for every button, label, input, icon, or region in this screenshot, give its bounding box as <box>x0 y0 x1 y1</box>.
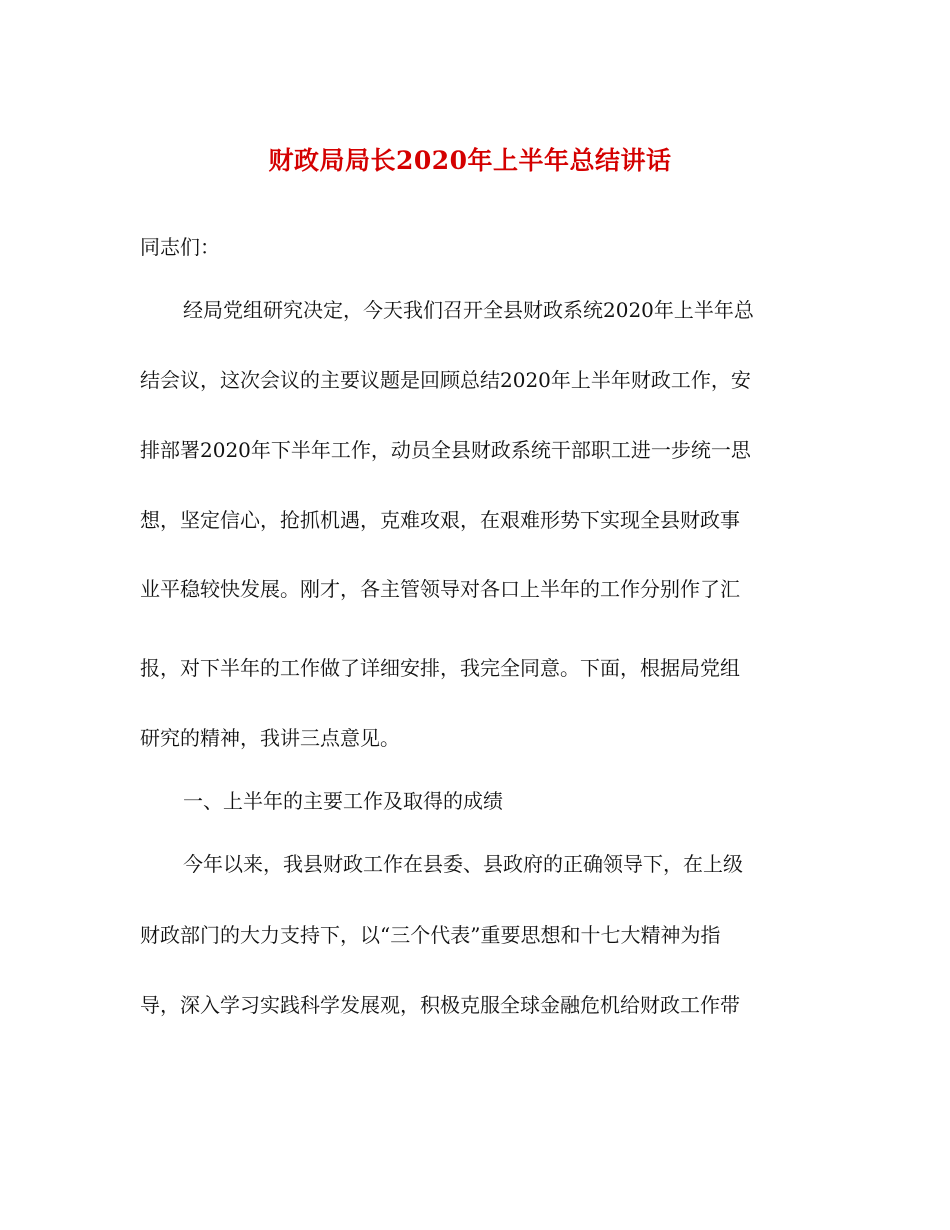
document-title: 财政局局长2020年上半年总结讲话 <box>268 146 672 175</box>
paragraph-line: 经局党组研究决定，今天我们召开全县财政系统2020年上半年总 <box>183 298 754 322</box>
salutation: 同志们： <box>140 235 220 259</box>
section-heading: 一、上半年的主要工作及取得的成绩 <box>183 789 503 813</box>
paragraph-line: 排部署2020年下半年工作，动员全县财政系统干部职工进一步统一思 <box>140 438 751 462</box>
paragraph-line: 报，对下半年的工作做了详细安排，我完全同意。下面，根据局党组 <box>140 656 740 680</box>
paragraph-line: 导，深入学习实践科学发展观，积极克服全球金融危机给财政工作带 <box>140 993 740 1017</box>
paragraph-line: 结会议，这次会议的主要议题是回顾总结2020年上半年财政工作，安 <box>140 368 751 392</box>
paragraph-line: 今年以来，我县财政工作在县委、县政府的正确领导下，在上级 <box>183 852 743 876</box>
paragraph-line: 业平稳较快发展。刚才，各主管领导对各口上半年的工作分别作了汇 <box>140 577 740 601</box>
paragraph-line: 研究的精神，我讲三点意见。 <box>140 726 400 750</box>
paragraph-line: 想，坚定信心，抢抓机遇，克难攻艰，在艰难形势下实现全县财政事 <box>140 508 740 532</box>
paragraph-line: 财政部门的大力支持下，以“三个代表”重要思想和十七大精神为指 <box>140 923 721 947</box>
